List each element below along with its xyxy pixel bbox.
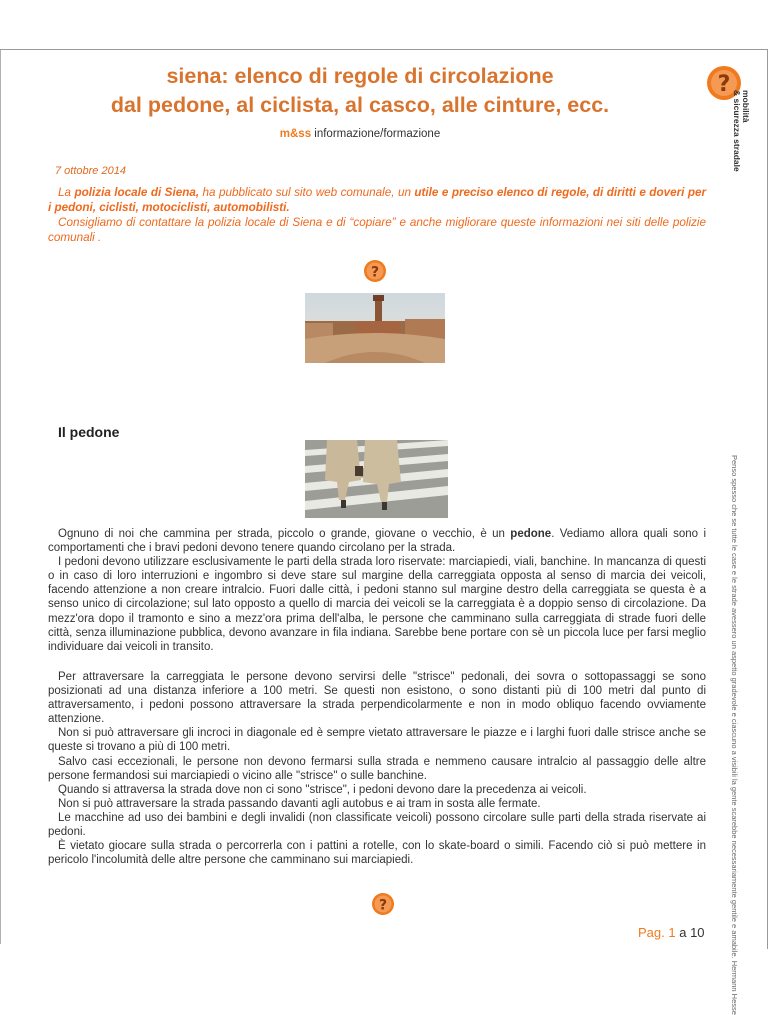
left-rule <box>0 50 1 944</box>
logo-line-1: mobilità <box>741 90 751 123</box>
subtitle-brand: m&ss <box>279 128 312 140</box>
body2-p2: Non si può attraversare gli incroci in diagonale ed è sempre vietato attraversare le piazze e i larghi fuori dalle strisce anche se queste si trovano a più di 100 metri. <box>48 727 706 754</box>
siena-piazza-photo <box>305 293 445 363</box>
svg-text:?: ? <box>370 264 380 281</box>
subtitle-rest: informazione/formazione <box>311 128 441 140</box>
title-line-1: siena: elenco di regole di circolazione <box>166 64 554 88</box>
svg-text:?: ? <box>717 72 731 97</box>
section-heading: Il pedone <box>58 424 120 440</box>
svg-text:?: ? <box>378 897 388 914</box>
side-quote <box>725 455 745 1015</box>
body2-p1: Per attraversare la carreggiata le persone devono servirsi delle "strisce" pedonali, dei sovra o sottopassaggi se sono posizionati ad una distanza inferiore a 100 metri. Se questi non esistono, o sono distanti più di 100 metri dal punto di attraversamento, i pedoni possono attraversare la strada perpendicolarmente e non in modo obliquo facendo ovviamente attenzione. <box>48 671 706 726</box>
page-indicator <box>638 925 705 940</box>
pager-current: 1 <box>668 925 676 940</box>
subtitle <box>40 128 680 140</box>
pedestrians-crossing-photo <box>305 440 448 518</box>
pager-sep: a <box>675 925 691 940</box>
logo-text <box>722 90 754 172</box>
logo-line-2: & sicurezza stradale <box>732 90 742 172</box>
intro-p1-a: La <box>58 186 75 199</box>
pager-label: Pag. <box>638 925 669 940</box>
intro-p1-d: utile e preciso elenco di regole, di diritti e doveri per i pedoni, ciclisti, motociclisti, automobilisti. <box>48 186 707 214</box>
body1-p1-a: Ognuno di noi che cammina per strada, piccolo o grande, giovane o vecchio, è un <box>58 528 511 540</box>
page-title <box>40 62 680 120</box>
question-mark-icon <box>371 892 395 916</box>
body-section-1 <box>48 527 706 654</box>
body1-p2: I pedoni devono utilizzare esclusivamente le parti della strada loro riservate: marciapiedi, viali, banchine. In mancanza di questi o in caso di loro interruzioni e ingombro si deve stare sul margine della carreggiata opposta al senso di marcia dei veicoli, facendo attenzione a non creare intralcio. Fuori dalle città, i pedoni stanno sul margine destro della carreggiata se questa è a senso unico di circolazione; sul lato opposto a quello di marcia dei veicoli se la carreggiata è a doppio senso di circolazione. Da mezz'ora dopo il tramonto e sino a mezz'ora prima dell'alba, le persone che camminano sulla carreggiata di strade fuori delle città, senza illuminazione pubblica, devono avanzare in fila indiana. Sarebbe bene portare con sè un piccola luce per farsi meglio individuare dai veicoli in transito. <box>48 556 706 653</box>
title-line-2: dal pedone, al ciclista, al casco, alle cinture, ecc. <box>110 93 610 117</box>
pager-total: 10 <box>690 925 705 940</box>
body2-p3: Salvo casi eccezionali, le persone non devono fermarsi sulla strada e nemmeno causare intralcio al passaggio delle altre persone fermandosi sui marciapiedi o vicino alle "strisce" o sulle banchine. <box>48 755 706 782</box>
intro-p1-b: polizia locale di Siena, <box>74 186 200 199</box>
question-mark-icon <box>363 259 387 283</box>
side-quote-text: Penso spesso che se tutte le case e le strade avessero un aspetto gradevole e ciascuno a visibili la gente scarebbe necessariamente gentile e amabile. Hermann Hesse <box>730 455 739 1015</box>
body-section-2 <box>48 670 706 867</box>
body1-p1-b: pedone <box>510 528 552 540</box>
body2-p7: È vietato giocare sulla strada o percorrerla con i pattini a rotelle, con lo skate-board o simili. Facendo ciò si può mettere in pericolo l'incolumità delle altre persone che camminano sui marciapiedi. <box>48 840 706 867</box>
article-date: 7 ottobre 2014 <box>55 165 126 177</box>
intro-p1-c: ha pubblicato sul sito web comunale, un <box>199 186 415 199</box>
intro <box>48 185 706 245</box>
body2-p5: Non si può attraversare la strada passando davanti agli autobus e ai tram in sosta alle fermate. <box>58 797 541 810</box>
body2-p6: Le macchine ad uso dei bambini e degli invalidi (non classificate veicoli) possono circolare sulle parti della strada riservate ai pedoni. <box>48 811 706 839</box>
body2-p4: Quando si attraversa la strada dove non ci sono "strisce", i pedoni devono dare la precedenza ai veicoli. <box>58 783 587 796</box>
intro-p2: Consigliamo di contattare la polizia locale di Siena e di “copiare” e anche migliorare queste informazioni nei siti delle polizie comunali . <box>48 216 706 244</box>
body1-p1-c: . Vediamo allora quali sono i comportamenti che i bravi pedoni devono tenere quando circolano per la strada. <box>48 528 707 555</box>
